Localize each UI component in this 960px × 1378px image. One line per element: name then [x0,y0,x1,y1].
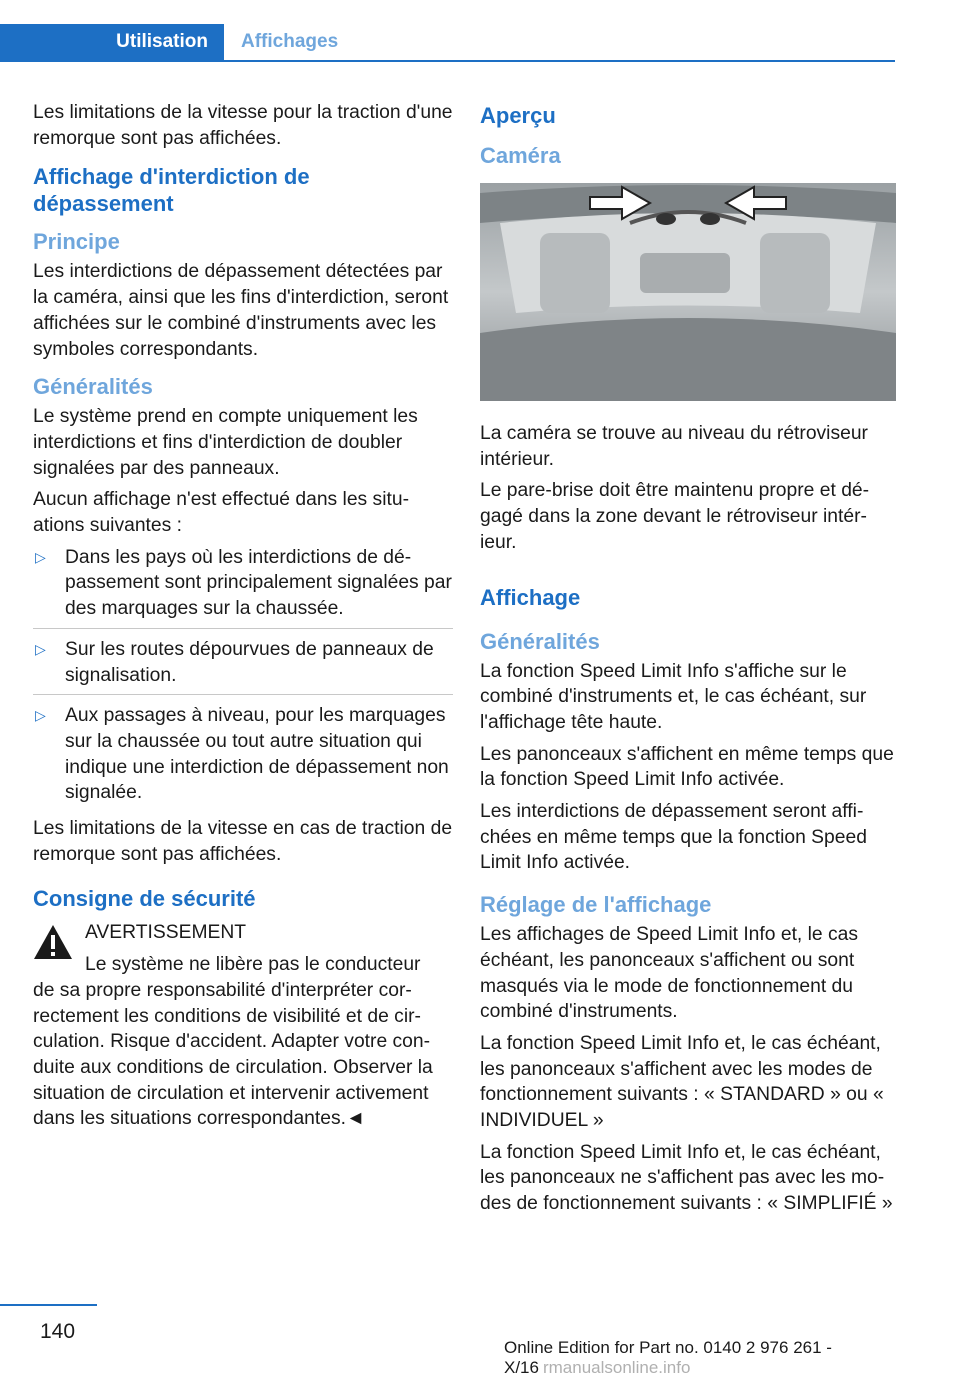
intro-paragraph: Les limitations de la vitesse pour la traction d'une remorque sont pas affichées. [33,102,453,149]
camera-paragraph-2: Le pare-brise doit être maintenu propre et dégagé dans la zone devant le rétroviseur intérieur. [480,480,870,553]
triangle-bullet-icon: ▷ [35,640,46,657]
warning-first-line: Le système ne libère pas le conducteur [85,954,421,976]
triangle-bullet-icon: ▷ [35,548,46,565]
camera-location-photo [480,183,896,401]
tab-affichages[interactable]: Affichages [241,31,339,52]
gen-paragraph-1: La fonction Speed Limit Info s'affiche sur le combiné d'instruments et, le cas échéant, sur l'affichage tête haute. [480,660,867,733]
safety-heading: Consigne de sécurité [33,886,256,912]
triangle-bullet-icon: ▷ [35,707,46,724]
list-item: ▷ Aux passages à niveau, pour les marquages sur la chaussée ou tout autre situation qui indique une interdiction de dépassement non signalée. [35,705,449,804]
gen-paragraph-3: Les interdictions de dépassement seront affichées en même temps que la fonction Speed Limit Info activée. [480,801,867,874]
affichage-heading: Affichage [480,584,581,610]
camera-paragraph-1: La caméra se trouve au niveau du rétroviseur intérieur. [480,423,868,470]
generalites-heading: Généralités [33,374,153,400]
situations-list [33,545,453,812]
camera-heading: Caméra [480,143,561,168]
section-title: Affichage d'interdiction de dépassement [33,164,310,217]
header-tabs [0,24,895,62]
generalites-heading-right: Généralités [480,628,600,654]
reglage-paragraph-1: Les affichages de Speed Limit Info et, le cas échéant, les panonceaux s'affichent ou sont masqués via le mode de fonctionnement du combiné d'instruments. [480,924,859,1023]
edition-footer: Online Edition for Part no. 0140 2 976 261 - X/16 rmanualsonline.info [504,1338,832,1377]
warning-icon [33,924,73,960]
warning-block [33,920,453,1132]
warning-label: AVERTISSEMENT [85,922,247,944]
tab-utilisation[interactable]: Utilisation [0,24,224,60]
watermark: rmanualsonline.info [542,1358,691,1377]
after-list-paragraph: Les limitations de la vitesse en cas de traction de remorque sont pas affichées. [33,818,453,865]
header-rule [0,60,895,62]
warning-text: de sa propre responsabilité d'interpréter correctement les conditions de visibilité et de circulation. Risque d'accident. Adapter votre conduite aux conditions de circulation. Observer la situation de circulation et intervenir activement dans les situations correspondantes.◄ [33,979,433,1130]
generalites-paragraph-2: Aucun affichage n'est effectué dans les situations suivantes : [33,489,409,537]
generalites-paragraph-1: Le système prend en compte uniquement les interdictions et fins d'interdiction de doubler signalées par des panneaux. [33,406,418,479]
left-column [33,100,453,1138]
apercu-heading: Aperçu [480,103,556,128]
page-number: 140 [40,1320,76,1343]
gen-paragraph-2: Les panonceaux s'affichent en même temps que la fonction Speed Limit Info activée. [480,743,894,791]
reglage-paragraph-3: La fonction Speed Limit Info et, le cas échéant, les panonceaux ne s'affichent pas avec les modes de fonctionnement suivants : « SIMPLIFIÉ » [480,1141,893,1215]
reglage-heading: Réglage de l'affichage [480,892,712,918]
list-item: ▷ Sur les routes dépourvues de panneaux de signalisation. [33,637,453,695]
right-column [480,100,896,1223]
footer-rule [0,1304,97,1306]
reglage-paragraph-2: La fonction Speed Limit Info et, le cas échéant, les panonceaux s'affichent avec les modes de fonctionnement suivants : « STANDARD » ou « INDIVIDUEL » [480,1032,884,1132]
principe-heading: Principe [33,229,120,255]
principe-paragraph: Les interdictions de dépassement détectées par la caméra, ainsi que les fins d'interdiction, seront affichées sur le combiné d'instruments avec les symboles correspondants. [33,261,449,360]
list-item: ▷ Dans les pays où les interdictions de dépassement sont principalement signalées par des marquages sur la chaussée. [33,545,453,629]
